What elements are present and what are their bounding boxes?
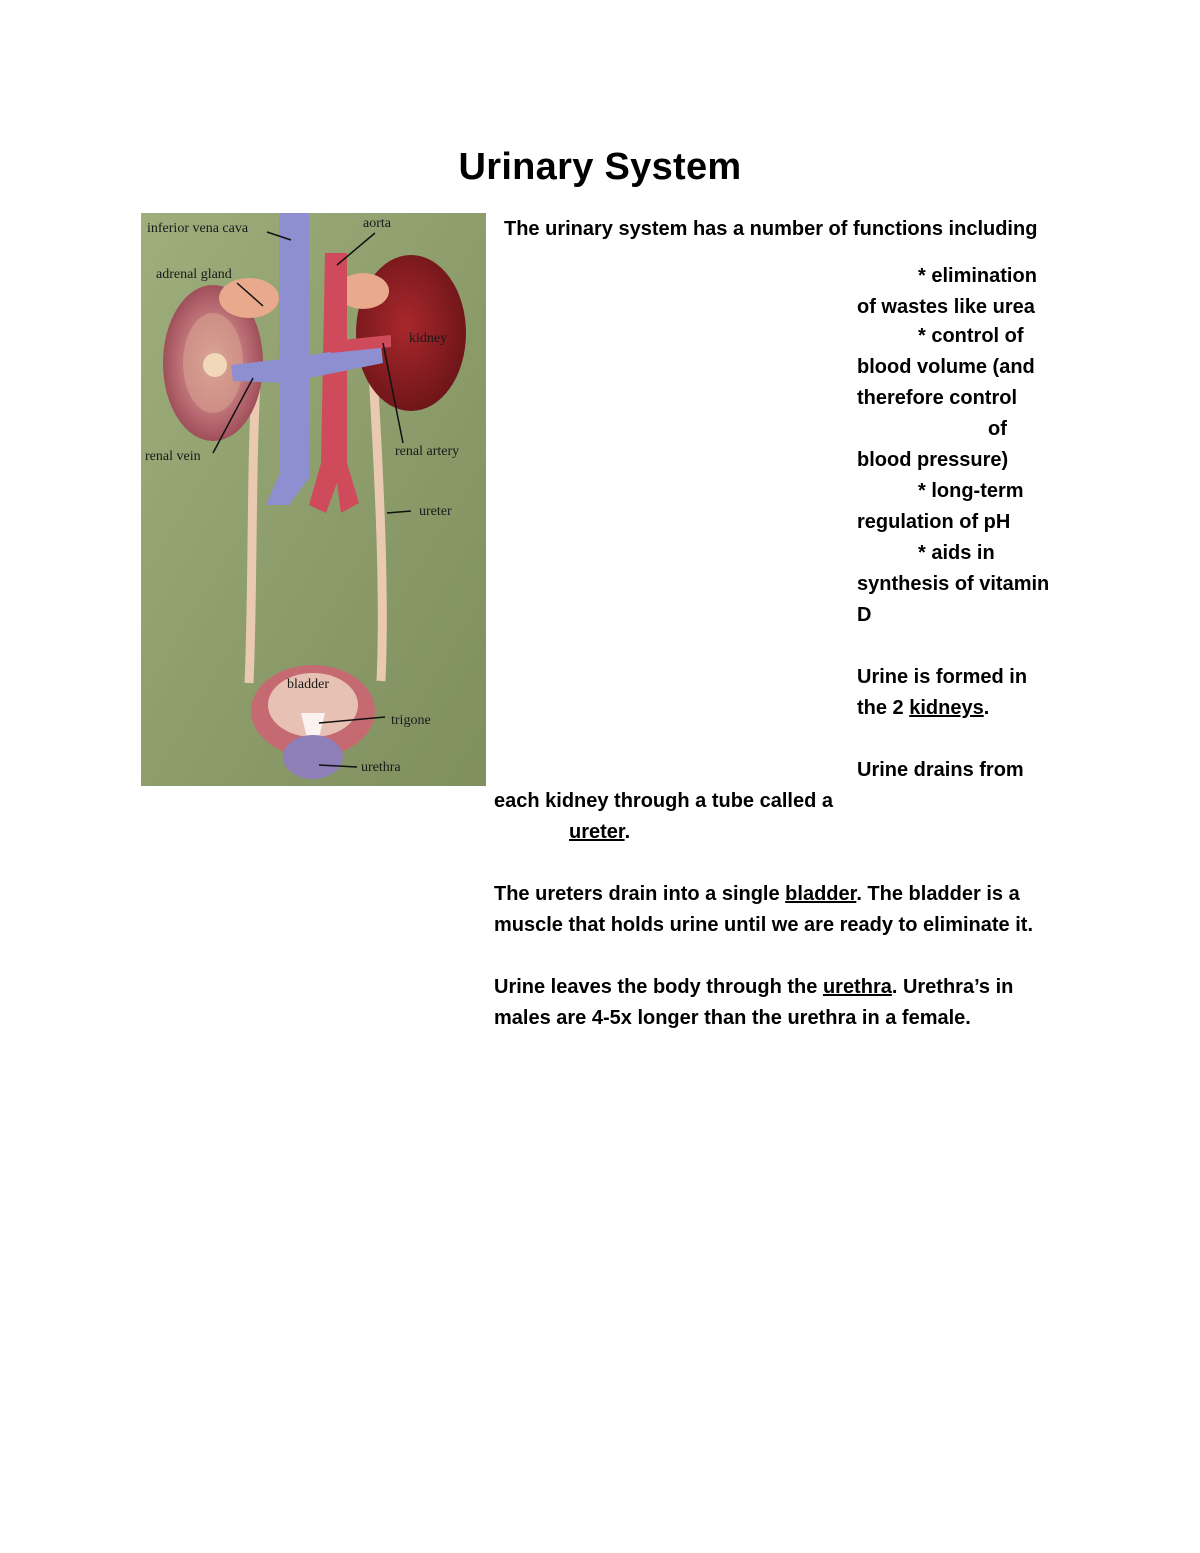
function-line: * long-term <box>918 480 1024 502</box>
label-kidney: kidney <box>409 331 448 346</box>
term-bladder: bladder <box>785 883 857 905</box>
ureter-line-1: Urine drains from <box>857 759 1024 781</box>
ureter-line-3: ureter. <box>569 821 631 843</box>
kidneys-line-2: the 2 kidneys. <box>857 697 990 719</box>
function-line: synthesis of vitamin <box>857 573 1050 595</box>
label-aorta: aorta <box>363 216 391 231</box>
label-bladder: bladder <box>287 677 329 692</box>
term-ureter: ureter <box>569 821 625 843</box>
bladder-line-2: muscle that holds urine until we are ready to eliminate it. <box>494 914 1034 936</box>
function-line: therefore control <box>857 387 1018 409</box>
term-urethra: urethra <box>822 976 892 998</box>
label-urethra: urethra <box>361 760 401 775</box>
function-line: * aids in <box>918 542 995 564</box>
term-kidneys: kidneys <box>909 697 984 719</box>
label-adrenal: adrenal gland <box>156 267 232 282</box>
function-line: * control of <box>918 325 1024 347</box>
label-ureter: ureter <box>419 504 452 519</box>
kidneys-line-1: Urine is formed in <box>857 666 1028 688</box>
function-line: * elimination <box>918 265 1037 287</box>
urethra-line-1: Urine leaves the body through the urethra. Urethra’s in <box>494 976 1014 998</box>
intro-text: The urinary system has a number of functions including <box>504 218 1038 240</box>
function-line: regulation of pH <box>857 511 1011 533</box>
function-line: blood volume (and <box>857 356 1035 378</box>
urinary-system-figure <box>141 213 486 786</box>
urethra-line-2: males are 4-5x longer than the urethra in a female. <box>494 1007 971 1029</box>
function-line: blood pressure) <box>857 449 1009 471</box>
label-renal-vein: renal vein <box>145 449 201 464</box>
label-ivc: inferior vena cava <box>147 221 249 236</box>
ureter-line-2: each kidney through a tube called a <box>494 790 833 812</box>
page-title: Urinary System <box>458 146 742 188</box>
function-line: of <box>988 418 1007 440</box>
bladder-line-1: The ureters drain into a single bladder. The bladder is a <box>494 883 1020 905</box>
function-line: D <box>857 604 872 626</box>
label-trigone: trigone <box>391 713 431 728</box>
function-line: of wastes like urea <box>857 296 1035 318</box>
label-renal-artery: renal artery <box>395 444 460 459</box>
